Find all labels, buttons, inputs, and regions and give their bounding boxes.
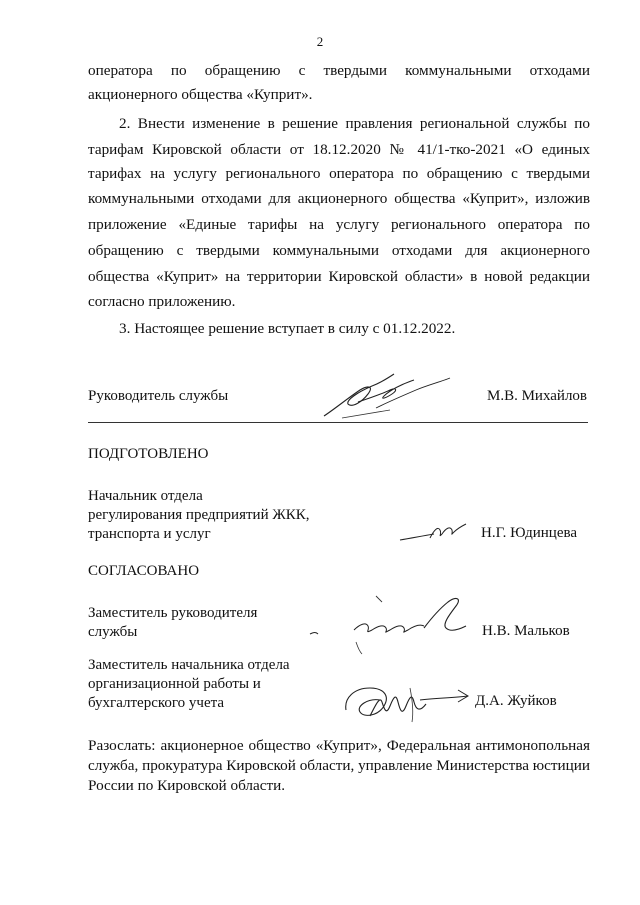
item-2-line-8: согласно приложению. xyxy=(88,293,236,310)
prepared-signer-name: Н.Г. Юдинцева xyxy=(481,525,578,541)
item-2-line-1: 2. Внести изменение в решение правления региональной службы по xyxy=(119,115,590,132)
head-signer-title: Руководитель службы xyxy=(88,388,229,404)
agreed-signer-1-name: Н.В. Мальков xyxy=(482,623,570,639)
item-2-line-5: приложение «Единые тарифы на услугу регионального оператора по xyxy=(88,216,590,233)
agreed-signer-1-title-line-1: Заместитель руководителя xyxy=(88,605,258,621)
agreed-heading: СОГЛАСОВАНО xyxy=(88,563,200,579)
agreed-signer-1-title-line-2: службы xyxy=(88,624,138,640)
agreed-signer-2-title-line-1: Заместитель начальника отдела xyxy=(88,657,290,673)
prepared-title-line-1: Начальник отдела xyxy=(88,488,203,504)
head-signature-image xyxy=(318,368,458,420)
distribution-line-2: служба, прокуратура Кировской области, управление Министерства юстиции xyxy=(88,757,590,774)
page-number: 2 xyxy=(316,34,324,49)
item-2-line-3: тарифах на услугу регионального оператора по обращению с твердыми xyxy=(88,165,590,182)
agreed-signer-2-title-line-2: организационной работы и xyxy=(88,676,261,692)
distribution-line-1: Разослать: акционерное общество «Куприт», Федеральная антимонопольная xyxy=(88,737,590,754)
item-3-text: 3. Настоящее решение вступает в силу с 01.12.2022. xyxy=(119,320,456,337)
agreed-signer-2-signature-image xyxy=(340,680,470,726)
separator-line xyxy=(88,422,588,423)
prepared-heading: ПОДГОТОВЛЕНО xyxy=(88,446,209,462)
item-2-line-6: обращению с твердыми коммунальными отходами для акционерного xyxy=(88,242,590,259)
agreed-signer-2-name: Д.А. Жуйков xyxy=(475,693,557,709)
item-2-line-2: тарифам Кировской области от 18.12.2020 № 41/1-тко-2021 «О единых xyxy=(88,141,590,158)
head-signer-name: М.В. Михайлов xyxy=(487,388,588,404)
agreed-signer-1-signature-image xyxy=(306,590,476,660)
item-2-line-4: коммунальными отходами для акционерного общества «Куприт», изложив xyxy=(88,190,590,207)
paragraph-1-line-2: акционерного общества «Куприт». xyxy=(88,86,313,103)
agreed-signer-2-title-line-3: бухгалтерского учета xyxy=(88,695,225,711)
prepared-title-line-2: регулирования предприятий ЖКК, xyxy=(88,507,310,523)
paragraph-1-line-1: оператора по обращению с твердыми коммунальными отходами xyxy=(88,62,590,79)
prepared-signature-image xyxy=(398,516,468,546)
distribution-line-3: России по Кировской области. xyxy=(88,777,286,794)
prepared-title-line-3: транспорта и услуг xyxy=(88,526,211,542)
item-2-line-7: общества «Куприт» на территории Кировской области» в новой редакции xyxy=(88,268,590,285)
